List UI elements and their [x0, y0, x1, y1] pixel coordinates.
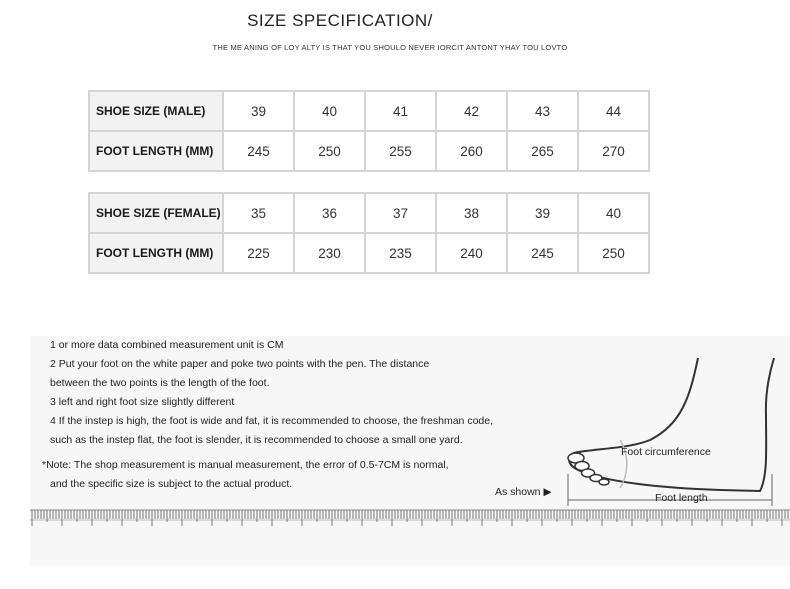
table-cell: 250	[579, 234, 648, 272]
table-cell: 36	[295, 194, 364, 232]
foot-circumference-label: Foot circumference	[621, 446, 711, 458]
table-cell: 245	[224, 132, 293, 170]
table-cell: 41	[366, 92, 435, 130]
table-cell: 40	[579, 194, 648, 232]
table-cell: 38	[437, 194, 506, 232]
table-cell: 265	[508, 132, 577, 170]
table-cell: 42	[437, 92, 506, 130]
table-cell: 245	[508, 234, 577, 272]
table-cell: 39	[508, 194, 577, 232]
table-cell: 270	[579, 132, 648, 170]
male-size-table	[88, 90, 650, 172]
ruler-ticks	[32, 510, 788, 526]
table-cell: 35	[224, 194, 293, 232]
row-header: SHOE SIZE (MALE)	[90, 92, 222, 130]
row-header: SHOE SIZE (FEMALE)	[90, 194, 222, 232]
table-cell: 40	[295, 92, 364, 130]
table-row	[90, 234, 648, 272]
ruler	[30, 506, 790, 532]
measurement-instructions-panel	[30, 336, 790, 566]
foot-length-label: Foot length	[655, 492, 708, 504]
row-header: FOOT LENGTH (MM)	[90, 234, 222, 272]
table-cell: 260	[437, 132, 506, 170]
note-line: *Note: The shop measurement is manual measurement, the error of 0.5-7CM is normal,	[42, 459, 449, 471]
page-subtitle: THE ME ANING OF LOY ALTY IS THAT YOU SHOULO NEVER IORCIT ANTONT YHAY TOU LOVTO	[212, 43, 568, 52]
table-cell: 43	[508, 92, 577, 130]
table-cell: 235	[366, 234, 435, 272]
table-cell: 39	[224, 92, 293, 130]
table-cell: 250	[295, 132, 364, 170]
female-size-table	[88, 192, 650, 274]
note-line: and the specific size is subject to the actual product.	[50, 478, 293, 490]
table-row	[90, 194, 648, 232]
instruction-line: 4 If the instep is high, the foot is wide and fat, it is recommended to choose, the freshman code,	[50, 415, 493, 427]
table-cell: 44	[579, 92, 648, 130]
as-shown-label: As shown ▶	[495, 486, 552, 498]
row-header: FOOT LENGTH (MM)	[90, 132, 222, 170]
table-cell: 230	[295, 234, 364, 272]
instruction-line: 2 Put your foot on the white paper and poke two points with the pen. The distance	[50, 358, 430, 370]
instruction-line: between the two points is the length of the foot.	[50, 377, 270, 389]
table-row	[90, 132, 648, 170]
instruction-line: 3 left and right foot size slightly different	[50, 396, 235, 408]
table-cell: 37	[366, 194, 435, 232]
toe-shape	[599, 479, 609, 485]
page-title: SIZE SPECIFICATION/	[247, 11, 433, 30]
table-row	[90, 92, 648, 130]
instruction-line: 1 or more data combined measurement unit is CM	[50, 339, 284, 351]
instruction-line: such as the instep flat, the foot is slender, it is recommended to choose a small one yard.	[50, 434, 463, 446]
foot-outline	[569, 358, 774, 491]
table-cell: 240	[437, 234, 506, 272]
table-cell: 225	[224, 234, 293, 272]
table-cell: 255	[366, 132, 435, 170]
